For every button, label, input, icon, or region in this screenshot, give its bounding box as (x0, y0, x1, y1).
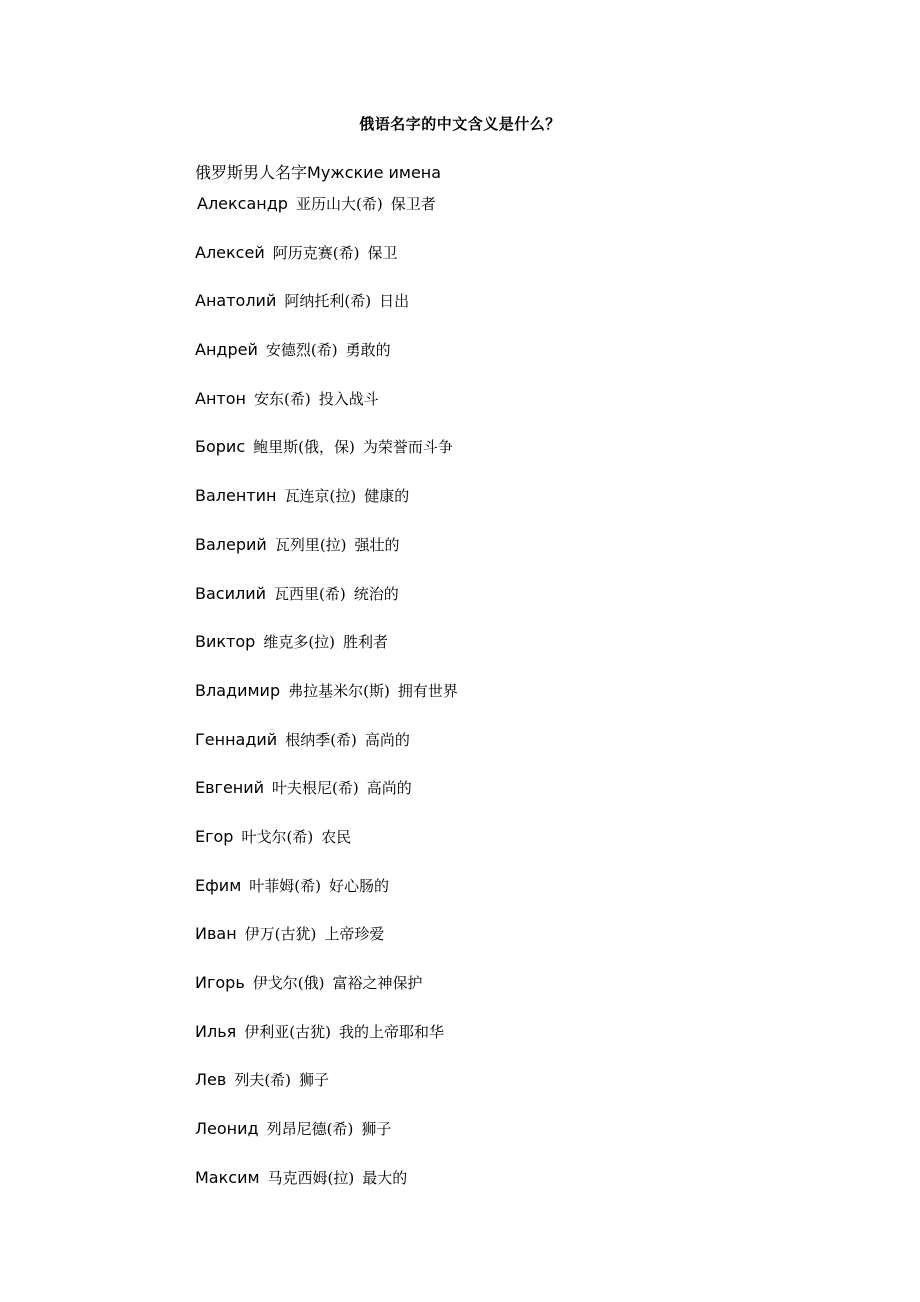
section-heading-zh: 俄罗斯男人名字 (195, 163, 308, 182)
russian-name: Алексей (195, 242, 265, 262)
name-meaning: 强壮的 (354, 535, 400, 554)
chinese-transliteration: 安德烈(希) (265, 341, 338, 360)
chinese-transliteration: 叶戈尔(希) (241, 827, 314, 846)
chinese-transliteration: 瓦列里(拉) (274, 535, 347, 554)
russian-name: Антон (195, 388, 246, 408)
chinese-transliteration: 维克多(拉) (263, 633, 336, 652)
list-item (195, 922, 458, 971)
name-meaning: 保卫 (367, 243, 398, 262)
name-meaning: 高尚的 (364, 730, 410, 749)
name-meaning: 狮子 (361, 1120, 392, 1139)
name-meaning: 胜利者 (343, 633, 389, 652)
name-meaning: 统治的 (353, 584, 399, 603)
list-item (195, 728, 458, 777)
russian-name: Леонид (195, 1119, 259, 1139)
list-item (195, 776, 458, 825)
russian-name: Андрей (195, 340, 258, 360)
russian-name: Ефим (195, 875, 242, 895)
list-item (195, 241, 458, 290)
chinese-transliteration: 列昂尼德(希) (266, 1120, 354, 1139)
russian-name: Александр (197, 194, 288, 213)
list-item (195, 533, 458, 582)
list-item (195, 971, 458, 1020)
russian-name: Максим (195, 1167, 260, 1187)
chinese-transliteration: 鲍里斯(俄，保) (253, 438, 355, 457)
name-meaning: 勇敢的 (345, 341, 391, 360)
list-item (195, 1117, 458, 1166)
chinese-transliteration: 根纳季(希) (285, 730, 357, 749)
list-item (195, 289, 458, 338)
name-meaning: 日出 (379, 292, 410, 311)
russian-name: Иван (195, 924, 237, 944)
name-meaning: 富裕之神保护 (332, 974, 423, 992)
list-item (195, 484, 458, 533)
russian-name: Владимир (195, 680, 281, 700)
russian-name: Анатолий (195, 291, 277, 311)
russian-name: Валентин (195, 486, 277, 506)
russian-name: Борис (195, 437, 246, 457)
list-item (195, 387, 458, 436)
list-item (195, 1068, 458, 1117)
list-item (195, 338, 458, 387)
name-meaning: 保卫者 (390, 195, 436, 213)
list-item (195, 435, 458, 484)
chinese-transliteration: 亚历山大(希) (295, 195, 383, 213)
chinese-transliteration: 叶夫根尼(希) (272, 779, 359, 798)
russian-name: Егор (195, 826, 234, 846)
list-item (195, 679, 458, 728)
list-item (195, 825, 458, 874)
chinese-transliteration: 瓦西里(希) (274, 584, 346, 603)
list-item (195, 1166, 458, 1215)
name-meaning: 狮子 (299, 1071, 330, 1090)
chinese-transliteration: 安东(希) (253, 389, 311, 408)
list-item (195, 1020, 458, 1069)
chinese-transliteration: 阿历克赛(希) (272, 243, 360, 262)
section-heading-ru: Мужские имена (307, 163, 442, 182)
chinese-transliteration: 叶菲姆(希) (249, 876, 321, 895)
page-title: 俄语名字的中文含义是什么？ (359, 115, 561, 133)
russian-name: Василий (195, 583, 266, 603)
name-meaning: 上帝珍爱 (324, 925, 385, 944)
name-meaning: 高尚的 (366, 779, 412, 798)
russian-name: Илья (195, 1021, 237, 1041)
list-item (195, 582, 458, 631)
names-list (195, 192, 458, 1214)
russian-name: Лев (195, 1070, 227, 1090)
russian-name: Геннадий (195, 729, 278, 749)
russian-name: Игорь (195, 973, 245, 992)
chinese-transliteration: 伊利亚(古犹) (244, 1022, 331, 1041)
chinese-transliteration: 伊戈尔(俄) (252, 974, 325, 992)
name-meaning: 最大的 (362, 1168, 408, 1187)
russian-name: Евгений (195, 778, 265, 798)
chinese-transliteration: 伊万(古犹) (244, 925, 317, 944)
chinese-transliteration: 列夫(希) (234, 1071, 292, 1090)
name-meaning: 投入战斗 (318, 389, 379, 408)
chinese-transliteration: 弗拉基米尔(斯) (288, 681, 390, 700)
list-item (195, 630, 458, 679)
name-meaning: 为荣誉而斗争 (362, 438, 453, 457)
name-meaning: 我的上帝耶和华 (338, 1022, 444, 1041)
chinese-transliteration: 瓦连京(拉) (284, 487, 357, 506)
name-meaning: 拥有世界 (397, 681, 458, 700)
russian-name: Валерий (195, 534, 267, 554)
name-meaning: 农民 (321, 827, 352, 846)
chinese-transliteration: 阿纳托利(希) (284, 292, 372, 311)
russian-name: Виктор (195, 632, 256, 652)
list-item (195, 192, 458, 241)
list-item (195, 874, 458, 923)
name-meaning: 健康的 (364, 487, 410, 506)
chinese-transliteration: 马克西姆(拉) (267, 1168, 355, 1187)
name-meaning: 好心肠的 (328, 876, 389, 895)
section-heading (195, 161, 441, 185)
